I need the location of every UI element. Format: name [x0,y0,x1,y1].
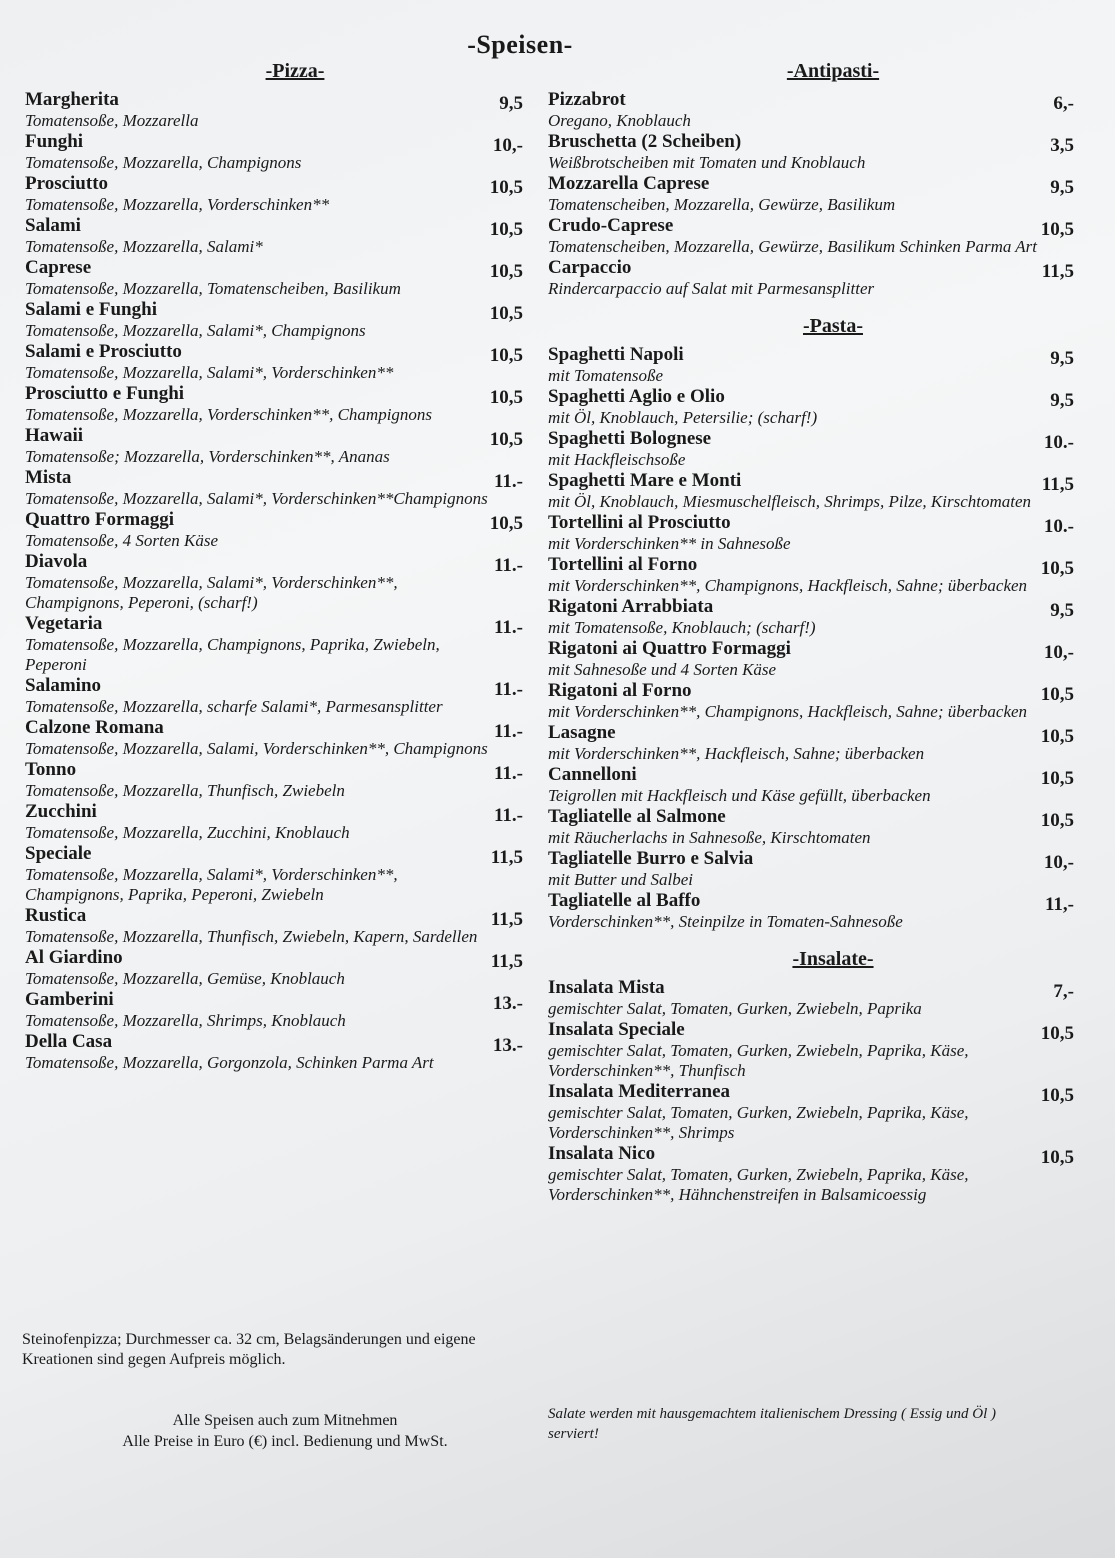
menu-item-description: mit Butter und Salbei [548,870,693,889]
pizza-note: Steinofenpizza; Durchmesser ca. 32 cm, Belagsänderungen und eigene Kreationen sind gegen Aufpreis möglich. [22,1331,476,1368]
menu-item [548,977,1078,1019]
menu-item-description: Rindercarpaccio auf Salat mit Parmesansplitter [548,279,875,298]
menu-item [548,257,1078,299]
menu-item-description: Tomatensoße, Mozzarella, Salami*, Vorderschinken** [25,363,394,382]
footer-takeaway: Alle Speisen auch zum Mitnehmen [172,1412,398,1429]
menu-item [25,467,525,509]
page-title: -Speisen- [467,30,573,59]
menu-item [25,759,525,801]
menu-item-name: Al Giardino [25,947,123,968]
menu-item-name: Rigatoni Arrabbiata [548,596,714,617]
menu-item-description: Tomatensoße, Mozzarella, Champignons [25,153,302,172]
menu-item [25,215,525,257]
pizza-heading: -Pizza- [265,60,325,82]
insalate-list [548,977,1078,1205]
menu-item-price: 10,5 [1040,1085,1074,1106]
menu-item-description: mit Öl, Knoblauch, Petersilie; (scharf!) [548,408,818,427]
menu-item-price: 10.- [1043,516,1074,537]
menu-item-description: mit Vorderschinken**, Hackfleisch, Sahne; überbacken [548,744,925,763]
menu-item [25,905,525,947]
menu-item-name: Rustica [25,905,87,926]
menu-item-name: Insalata Mista [548,977,665,998]
menu-item-price: 11.- [493,763,523,784]
menu-item-name: Rigatoni al Forno [548,680,692,701]
menu-item-price: 10,5 [489,261,523,282]
menu-item-price: 10,- [1043,642,1074,663]
menu-item [548,890,1078,932]
menu-item-price: 3,5 [1050,135,1074,156]
menu-item-name: Insalata Speciale [548,1019,685,1040]
menu-item [25,717,525,759]
menu-item [25,613,525,675]
menu-item-name: Tagliatelle al Baffo [548,890,701,911]
menu-item-description: Tomatensoße, Mozzarella, Salami* [25,237,263,256]
menu-item-name: Spaghetti Bolognese [548,428,712,449]
menu-item [25,131,525,173]
menu-item-name: Prosciutto [25,173,109,194]
menu-item [548,806,1078,848]
menu-item-name: Salami e Prosciutto [25,341,182,362]
menu-item [548,1081,1078,1143]
menu-item-description: Oregano, Knoblauch [548,111,691,130]
menu-item-description: Tomatensoße; Mozzarella, Vorderschinken**, Ananas [25,447,390,466]
menu-item-price: 10,- [492,135,523,156]
menu-item-price: 10,5 [489,513,523,534]
menu-item-description: Tomatensoße, Mozzarella, scharfe Salami*, Parmesansplitter [25,697,443,716]
menu-item-description: Weißbrotscheiben mit Tomaten und Knoblauch [548,153,866,172]
menu-item-name: Lasagne [548,722,616,743]
menu-item-description: Teigrollen mit Hackfleisch und Käse gefüllt, überbacken [548,786,931,805]
menu-item-price: 10,5 [1040,810,1074,831]
menu-item-name: Insalata Nico [548,1143,656,1164]
menu-item [25,341,525,383]
menu-item [25,509,525,551]
menu-item-price: 11,5 [1041,261,1074,282]
menu-item-name: Salamino [25,675,102,696]
menu-item-price: 11,5 [1041,474,1074,495]
menu-item-description: mit Tomatensoße [548,366,664,385]
menu-item-price: 11,5 [490,909,523,930]
menu-item-name: Tonno [25,759,77,780]
menu-item [548,848,1078,890]
menu-item-description: mit Räucherlachs in Sahnesoße, Kirschtomaten [548,828,871,847]
menu-item-price: 10,5 [1040,726,1074,747]
menu-item-description: Tomatensoße, Mozzarella, Salami*, Champignons [25,321,366,340]
menu-item-name: Gamberini [25,989,114,1010]
menu-item-price: 9,5 [1050,348,1074,369]
menu-item-price: 10.- [1043,432,1074,453]
menu-item [548,215,1078,257]
menu-item [25,801,525,843]
footer [60,1410,510,1452]
footer-prices: Alle Preise in Euro (€) incl. Bedienung und MwSt. [122,1433,448,1450]
menu-item-name: Mista [25,467,72,488]
menu-item-name: Cannelloni [548,764,637,785]
menu-item-price: 10,5 [489,177,523,198]
menu-item-price: 11.- [493,679,523,700]
menu-item [548,554,1078,596]
pasta-heading: -Pasta- [803,315,863,337]
menu-item-price: 10,5 [1040,558,1074,579]
menu-item-name: Salami e Funghi [25,299,157,320]
menu-item-description: mit Öl, Knoblauch, Miesmuschelfleisch, Shrimps, Pilze, Kirschtomaten [548,492,1032,511]
antipasti-list [548,89,1078,299]
menu-item-price: 11,5 [490,951,523,972]
menu-item-price: 10,5 [1040,684,1074,705]
pizza-list [25,89,525,1073]
menu-item-name: Hawaii [25,425,84,446]
antipasti-heading: -Antipasti- [786,60,880,82]
menu-item-price: 11.- [493,471,523,492]
menu-item-description: gemischter Salat, Tomaten, Gurken, Zwiebeln, Paprika, Käse, Vorderschinken**, Thunfisch [548,1041,969,1080]
pizza-column [25,60,525,1073]
menu-item-name: Vegetaria [25,613,103,634]
menu-item-name: Mozzarella Caprese [548,173,710,194]
menu-item-price: 11.- [493,617,523,638]
menu-item-price: 10,5 [1040,1147,1074,1168]
menu-item-price: 10,5 [1040,768,1074,789]
menu-item-name: Spaghetti Mare e Monti [548,470,742,491]
menu-item-price: 10,5 [489,219,523,240]
menu-item [25,551,525,613]
menu-item [548,1143,1078,1205]
menu-item-price: 11.- [493,721,523,742]
menu-item-name: Tagliatelle al Salmone [548,806,726,827]
menu-item [25,299,525,341]
menu-item-name: Crudo-Caprese [548,215,674,236]
menu-item-price: 10,5 [489,387,523,408]
menu-item-price: 9,5 [499,93,523,114]
menu-item [548,428,1078,470]
menu-item [25,675,525,717]
menu-item [548,638,1078,680]
menu-item-description: mit Sahnesoße und 4 Sorten Käse [548,660,777,679]
menu-item [25,425,525,467]
menu-item-description: Tomatensoße, Mozzarella, Thunfisch, Zwiebeln [25,781,345,800]
menu-item-name: Calzone Romana [25,717,164,738]
right-column [548,60,1078,1205]
menu-item-description: Tomatenscheiben, Mozzarella, Gewürze, Basilikum Schinken Parma Art [548,237,1038,256]
menu-item-description: Tomatensoße, Mozzarella, Champignons, Paprika, Zwiebeln, Peperoni [25,635,440,674]
menu-item-description: mit Tomatensoße, Knoblauch; (scharf!) [548,618,816,637]
menu-item-price: 9,5 [1050,600,1074,621]
menu-item-name: Spaghetti Napoli [548,344,684,365]
menu-item-description: Tomatenscheiben, Mozzarella, Gewürze, Basilikum [548,195,896,214]
menu-item [25,257,525,299]
menu-item [548,131,1078,173]
menu-item-description: Tomatensoße, Mozzarella, Shrimps, Knoblauch [25,1011,346,1030]
menu-item [548,1019,1078,1081]
menu-item [548,764,1078,806]
menu-item-name: Spaghetti Aglio e Olio [548,386,725,407]
pasta-list [548,344,1078,932]
menu-item-description: mit Vorderschinken** in Sahnesoße [548,534,791,553]
menu-item-description: Tomatensoße, Mozzarella, Salami, Vorderschinken**, Champignons [25,739,488,758]
menu-item-name: Prosciutto e Funghi [25,383,185,404]
menu-item-name: Tortellini al Forno [548,554,698,575]
menu-item-name: Speciale [25,843,92,864]
menu-item-description: Vorderschinken**, Steinpilze in Tomaten-Sahnesoße [548,912,903,931]
menu-item-description: Tomatensoße, Mozzarella, Tomatenscheiben, Basilikum [25,279,401,298]
menu-item-name: Rigatoni ai Quattro Formaggi [548,638,791,659]
menu-item-description: Tomatensoße, Mozzarella, Salami*, Vorderschinken**, Champignons, Peperoni, (scharf!) [25,573,398,612]
menu-item [548,386,1078,428]
menu-item-name: Caprese [25,257,92,278]
menu-item-price: 11.- [493,805,523,826]
menu-item-description: mit Hackfleischsoße [548,450,686,469]
menu-item-name: Tortellini al Prosciutto [548,512,731,533]
menu-item-description: Tomatensoße, Mozzarella, Vorderschinken**, Champignons [25,405,433,424]
menu-item [25,89,525,131]
menu-item-description: mit Vorderschinken**, Champignons, Hackfleisch, Sahne; überbacken [548,702,1028,721]
menu-item-name: Quattro Formaggi [25,509,174,530]
menu-item-price: 10,5 [1040,219,1074,240]
menu-item-price: 11,- [1044,894,1074,915]
menu-item [548,89,1078,131]
menu-item-price: 6,- [1053,93,1074,114]
menu-item-name: Tagliatelle Burro e Salvia [548,848,754,869]
menu-item-description: Tomatensoße, Mozzarella, Salami*, Vorderschinken**, Champignons, Paprika, Peperoni, Zwiebeln [25,865,398,904]
menu-item-name: Salami [25,215,81,236]
menu-item-description: Tomatensoße, Mozzarella, Vorderschinken** [25,195,330,214]
menu-item [548,722,1078,764]
menu-item-description: Tomatensoße, Mozzarella, Gemüse, Knoblauch [25,969,345,988]
menu-item-price: 10,- [1043,852,1074,873]
menu-item-name: Funghi [25,131,84,152]
menu-item-price: 11.- [493,555,523,576]
menu-item [25,173,525,215]
menu-item-description: Tomatensoße, Mozzarella, Thunfisch, Zwiebeln, Kapern, Sardellen [25,927,478,946]
menu-item-price: 11,5 [490,847,523,868]
menu-item-description: Tomatensoße, Mozzarella, Salami*, Vorderschinken**Champignons [25,489,488,508]
menu-item [548,470,1078,512]
menu-item-price: 9,5 [1050,390,1074,411]
menu-item-description: gemischter Salat, Tomaten, Gurken, Zwiebeln, Paprika [548,999,922,1018]
menu-item [548,680,1078,722]
menu-item-price: 13.- [492,1035,523,1056]
menu-item-description: mit Vorderschinken**, Champignons, Hackfleisch, Sahne; überbacken [548,576,1028,595]
menu-item-description: Tomatensoße, Mozzarella [25,111,199,130]
menu-item [548,596,1078,638]
menu-item-description: Tomatensoße, Mozzarella, Gorgonzola, Schinken Parma Art [25,1053,434,1072]
menu-item [548,512,1078,554]
menu-item-price: 13.- [492,993,523,1014]
menu-item-name: Zucchini [25,801,97,822]
menu-item-description: Tomatensoße, Mozzarella, Zucchini, Knoblauch [25,823,350,842]
menu-item-price: 10,5 [489,429,523,450]
menu-item [25,843,525,905]
menu-item-name: Bruschetta (2 Scheiben) [548,131,742,152]
menu-item-description: Tomatensoße, 4 Sorten Käse [25,531,218,550]
menu-item-name: Pizzabrot [548,89,626,110]
menu-item-description: gemischter Salat, Tomaten, Gurken, Zwiebeln, Paprika, Käse, Vorderschinken**, Shrimps [548,1103,969,1142]
menu-item [25,947,525,989]
menu-item [548,344,1078,386]
menu-item-name: Margherita [25,89,119,110]
salad-dressing-note: Salate werden mit hausgemachtem italienischem Dressing ( Essig und Öl ) serviert! [548,1406,996,1442]
menu-item [548,173,1078,215]
menu-item-name: Carpaccio [548,257,632,278]
menu-item [25,1031,525,1073]
menu-item-name: Insalata Mediterranea [548,1081,731,1102]
menu-item-price: 10,5 [1040,1023,1074,1044]
menu-item-name: Della Casa [25,1031,113,1052]
menu-item-price: 7,- [1053,981,1074,1002]
menu-item-name: Diavola [25,551,88,572]
menu-item [25,989,525,1031]
menu-item-price: 9,5 [1050,177,1074,198]
menu-item [25,383,525,425]
insalate-heading: -Insalate- [792,948,874,970]
menu-item-price: 10,5 [489,303,523,324]
menu-item-description: gemischter Salat, Tomaten, Gurken, Zwiebeln, Paprika, Käse, Vorderschinken**, Hähnchenstreifen in Balsamicoessig [548,1165,969,1204]
menu-item-price: 10,5 [489,345,523,366]
